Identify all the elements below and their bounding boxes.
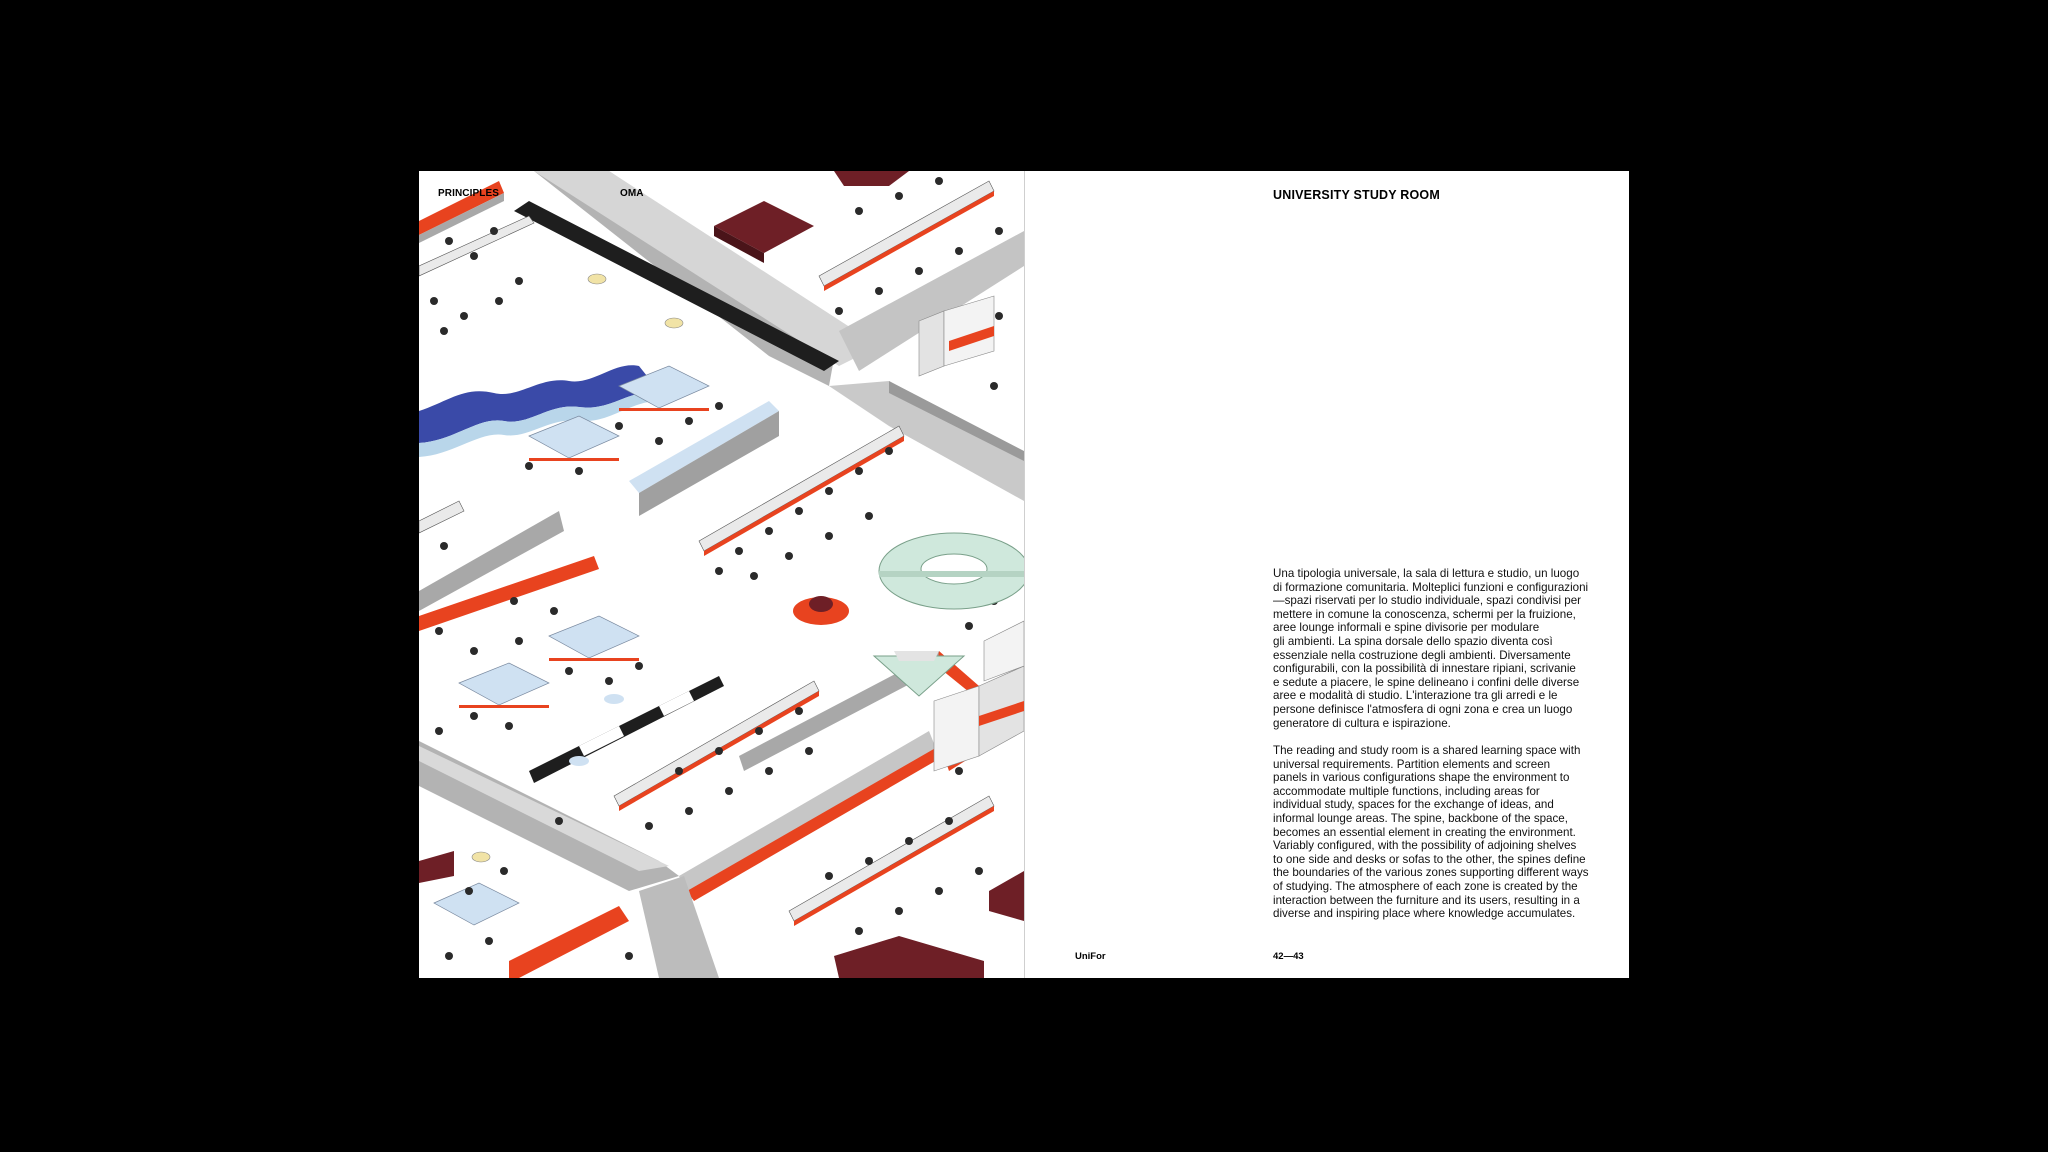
- page-numbers: 42—43: [1273, 951, 1304, 962]
- italian-paragraph: Una tipologia universale, la sala di lettura e studio, un luogo di formazione comunitaria. Molteplici funzioni e configurazioni —spazi riservati per lo studio individuale, spazi condivisi per mettere in comune la conoscenza, schermi per la fruizione, aree lounge informali e spine divisorie per modulare gli ambienti. La spina dorsale dello spazio diventa così essenziale nella costruzione degli ambienti. Diversamente configurabili, con la possibilità di innestare ripiani, scrivanie e sedute a piacere, le spine delineano i confini delle diverse aree e modalità di studio. L'interazione tra gli arredi e le persone definisce l'atmosfera di ogni zona e crea un luogo generatore di cultura e ispirazione.: [1273, 567, 1589, 730]
- book-spread: [419, 171, 1629, 978]
- left-page: [419, 171, 1024, 978]
- studio-header: OMA: [620, 188, 644, 199]
- right-page: [1025, 171, 1629, 978]
- section-header: PRINCIPLES: [438, 188, 500, 199]
- isometric-illustration: [419, 171, 1024, 978]
- footer-brand: UniFor: [1075, 951, 1106, 962]
- english-paragraph: The reading and study room is a shared learning space with universal requirements. Partition elements and screen panels in various configurations shape the environment to accommodate multiple functions, including areas for individual study, spaces for the exchange of ideas, and informal lounge areas. The spine, backbone of the space, becomes an essential element in creating the environment. Variably configured, with the possibility of adjoining shelves to one side and desks or sofas to the other, the spines define the boundaries of the various zones supporting different ways of studying. The atmosphere of each zone is created by the interaction between the furniture and its users, resulting in a diverse and inspiring place where knowledge accumulates.: [1273, 744, 1589, 921]
- ring-table: [879, 533, 1024, 609]
- page-title: UNIVERSITY STUDY ROOM: [1273, 188, 1440, 202]
